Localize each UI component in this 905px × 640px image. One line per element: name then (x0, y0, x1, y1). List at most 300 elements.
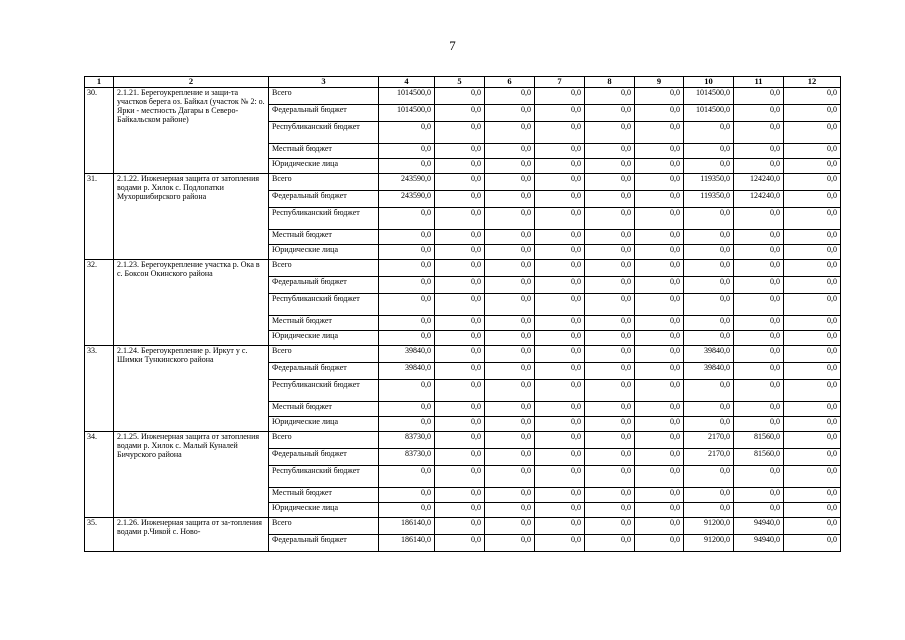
amount-cell: 0,0 (684, 488, 734, 503)
funding-source: Федеральный бюджет (269, 191, 379, 208)
amount-cell: 0,0 (635, 466, 684, 488)
amount-cell: 0,0 (784, 488, 841, 503)
amount-cell: 124240,0 (734, 191, 784, 208)
amount-cell: 0,0 (485, 449, 535, 466)
amount-cell: 0,0 (435, 402, 485, 417)
amount-cell: 0,0 (585, 316, 635, 331)
amount-cell: 0,0 (784, 122, 841, 144)
amount-cell: 0,0 (485, 346, 535, 363)
amount-cell: 0,0 (585, 144, 635, 159)
item-number: 30. (85, 88, 114, 174)
amount-cell: 0,0 (784, 449, 841, 466)
amount-cell: 0,0 (734, 144, 784, 159)
amount-cell: 1014500,0 (684, 105, 734, 122)
amount-cell: 0,0 (784, 159, 841, 174)
amount-cell: 0,0 (784, 518, 841, 535)
amount-cell: 0,0 (784, 535, 841, 552)
column-header: 10 (684, 77, 734, 88)
amount-cell: 0,0 (379, 208, 435, 230)
amount-cell: 0,0 (635, 230, 684, 245)
amount-cell: 0,0 (379, 488, 435, 503)
funding-source: Всего (269, 432, 379, 449)
amount-cell: 0,0 (684, 294, 734, 316)
amount-cell: 0,0 (485, 230, 535, 245)
amount-cell: 83730,0 (379, 432, 435, 449)
funding-source: Всего (269, 518, 379, 535)
amount-cell: 0,0 (635, 208, 684, 230)
amount-cell: 0,0 (585, 402, 635, 417)
amount-cell: 0,0 (435, 144, 485, 159)
amount-cell: 0,0 (585, 449, 635, 466)
table-row (85, 88, 841, 105)
amount-cell: 0,0 (535, 402, 585, 417)
amount-cell: 0,0 (379, 417, 435, 432)
amount-cell: 0,0 (784, 88, 841, 105)
amount-cell: 0,0 (684, 122, 734, 144)
amount-cell: 0,0 (684, 402, 734, 417)
amount-cell: 0,0 (635, 346, 684, 363)
amount-cell: 0,0 (734, 488, 784, 503)
amount-cell: 0,0 (379, 466, 435, 488)
amount-cell: 0,0 (535, 294, 585, 316)
amount-cell: 0,0 (784, 144, 841, 159)
amount-cell: 0,0 (485, 331, 535, 346)
amount-cell: 0,0 (635, 432, 684, 449)
amount-cell: 0,0 (379, 245, 435, 260)
column-header: 8 (585, 77, 635, 88)
item-description: 2.1.24. Берегоукрепление р. Иркут у с. Шимки Тункинского района (114, 346, 269, 432)
amount-cell: 0,0 (635, 316, 684, 331)
amount-cell: 0,0 (435, 159, 485, 174)
amount-cell: 0,0 (435, 380, 485, 402)
amount-cell: 0,0 (535, 277, 585, 294)
amount-cell: 0,0 (635, 245, 684, 260)
amount-cell: 0,0 (379, 503, 435, 518)
amount-cell: 0,0 (535, 174, 585, 191)
item-number: 32. (85, 260, 114, 346)
amount-cell: 0,0 (485, 245, 535, 260)
column-header: 9 (635, 77, 684, 88)
amount-cell: 0,0 (684, 230, 734, 245)
table-row (85, 432, 841, 449)
amount-cell: 0,0 (635, 144, 684, 159)
amount-cell: 0,0 (784, 294, 841, 316)
amount-cell: 0,0 (535, 432, 585, 449)
amount-cell: 0,0 (684, 208, 734, 230)
amount-cell: 0,0 (635, 449, 684, 466)
funding-source: Республиканский бюджет (269, 380, 379, 402)
amount-cell: 0,0 (734, 260, 784, 277)
amount-cell: 0,0 (435, 363, 485, 380)
funding-source: Республиканский бюджет (269, 466, 379, 488)
amount-cell: 0,0 (635, 363, 684, 380)
amount-cell: 0,0 (535, 331, 585, 346)
amount-cell: 0,0 (585, 245, 635, 260)
amount-cell: 0,0 (585, 380, 635, 402)
amount-cell: 0,0 (784, 316, 841, 331)
amount-cell: 0,0 (585, 122, 635, 144)
table-row (85, 260, 841, 277)
item-description: 2.1.25. Инженерная защита от затопления водами р. Хилок с. Малый Куналей Бичурского района (114, 432, 269, 518)
amount-cell: 2170,0 (684, 432, 734, 449)
header-row (85, 77, 841, 88)
item-number: 31. (85, 174, 114, 260)
amount-cell: 0,0 (734, 331, 784, 346)
amount-cell: 0,0 (535, 518, 585, 535)
amount-cell: 0,0 (379, 380, 435, 402)
amount-cell: 0,0 (435, 294, 485, 316)
amount-cell: 0,0 (734, 245, 784, 260)
amount-cell: 81560,0 (734, 449, 784, 466)
column-header: 3 (269, 77, 379, 88)
amount-cell: 0,0 (535, 503, 585, 518)
amount-cell: 0,0 (734, 380, 784, 402)
amount-cell: 124240,0 (734, 174, 784, 191)
amount-cell: 0,0 (684, 417, 734, 432)
amount-cell: 0,0 (485, 535, 535, 552)
amount-cell: 0,0 (435, 449, 485, 466)
amount-cell: 0,0 (435, 331, 485, 346)
amount-cell: 0,0 (734, 105, 784, 122)
column-header: 2 (114, 77, 269, 88)
column-header: 6 (485, 77, 535, 88)
amount-cell: 0,0 (635, 331, 684, 346)
amount-cell: 0,0 (784, 503, 841, 518)
amount-cell: 0,0 (635, 174, 684, 191)
item-description: 2.1.26. Инженерная защита от за-топления водами р.Чикой с. Ново- (114, 518, 269, 552)
funding-source: Республиканский бюджет (269, 294, 379, 316)
amount-cell: 0,0 (635, 535, 684, 552)
amount-cell: 0,0 (485, 380, 535, 402)
amount-cell: 0,0 (585, 191, 635, 208)
amount-cell: 83730,0 (379, 449, 435, 466)
amount-cell: 0,0 (535, 488, 585, 503)
amount-cell: 0,0 (734, 466, 784, 488)
funding-source: Федеральный бюджет (269, 363, 379, 380)
amount-cell: 0,0 (635, 191, 684, 208)
amount-cell: 0,0 (585, 260, 635, 277)
amount-cell: 0,0 (485, 191, 535, 208)
item-number: 35. (85, 518, 114, 552)
funding-source: Федеральный бюджет (269, 449, 379, 466)
amount-cell: 0,0 (784, 230, 841, 245)
amount-cell: 0,0 (684, 277, 734, 294)
amount-cell: 0,0 (535, 208, 585, 230)
amount-cell: 0,0 (585, 518, 635, 535)
amount-cell: 0,0 (585, 363, 635, 380)
amount-cell: 0,0 (684, 466, 734, 488)
funding-source: Всего (269, 174, 379, 191)
amount-cell: 0,0 (485, 144, 535, 159)
item-number: 34. (85, 432, 114, 518)
amount-cell: 0,0 (784, 432, 841, 449)
amount-cell: 0,0 (635, 402, 684, 417)
page-number: 7 (449, 38, 456, 53)
amount-cell: 0,0 (784, 208, 841, 230)
amount-cell: 1014500,0 (379, 105, 435, 122)
funding-source: Федеральный бюджет (269, 535, 379, 552)
amount-cell: 94940,0 (734, 535, 784, 552)
amount-cell: 0,0 (784, 466, 841, 488)
amount-cell: 0,0 (734, 417, 784, 432)
funding-source: Юридические лица (269, 245, 379, 260)
amount-cell: 0,0 (635, 488, 684, 503)
amount-cell: 0,0 (635, 105, 684, 122)
amount-cell: 0,0 (734, 316, 784, 331)
amount-cell: 0,0 (485, 159, 535, 174)
amount-cell: 0,0 (784, 402, 841, 417)
amount-cell: 0,0 (485, 88, 535, 105)
amount-cell: 0,0 (734, 230, 784, 245)
amount-cell: 0,0 (635, 88, 684, 105)
amount-cell: 0,0 (684, 144, 734, 159)
amount-cell: 119350,0 (684, 174, 734, 191)
column-header: 7 (535, 77, 585, 88)
table-row (85, 346, 841, 363)
amount-cell: 0,0 (585, 417, 635, 432)
amount-cell: 0,0 (435, 260, 485, 277)
funding-source: Местный бюджет (269, 316, 379, 331)
amount-cell: 0,0 (485, 363, 535, 380)
amount-cell: 0,0 (485, 208, 535, 230)
amount-cell: 0,0 (435, 88, 485, 105)
amount-cell: 0,0 (435, 466, 485, 488)
funding-source: Республиканский бюджет (269, 208, 379, 230)
amount-cell: 0,0 (585, 503, 635, 518)
amount-cell: 0,0 (585, 331, 635, 346)
amount-cell: 0,0 (635, 380, 684, 402)
amount-cell: 0,0 (535, 245, 585, 260)
amount-cell: 0,0 (535, 466, 585, 488)
amount-cell: 0,0 (435, 122, 485, 144)
funding-source: Всего (269, 88, 379, 105)
amount-cell: 0,0 (734, 402, 784, 417)
amount-cell: 0,0 (784, 260, 841, 277)
amount-cell: 0,0 (379, 277, 435, 294)
amount-cell: 0,0 (784, 245, 841, 260)
amount-cell: 0,0 (535, 316, 585, 331)
funding-source: Местный бюджет (269, 402, 379, 417)
amount-cell: 0,0 (734, 159, 784, 174)
amount-cell: 0,0 (585, 294, 635, 316)
amount-cell: 0,0 (485, 122, 535, 144)
amount-cell: 243590,0 (379, 191, 435, 208)
amount-cell: 0,0 (585, 488, 635, 503)
amount-cell: 0,0 (635, 122, 684, 144)
amount-cell: 0,0 (585, 277, 635, 294)
table-row (85, 518, 841, 535)
amount-cell: 0,0 (435, 503, 485, 518)
column-header: 5 (435, 77, 485, 88)
amount-cell: 0,0 (635, 159, 684, 174)
amount-cell: 0,0 (784, 380, 841, 402)
amount-cell: 81560,0 (734, 432, 784, 449)
amount-cell: 0,0 (684, 331, 734, 346)
amount-cell: 0,0 (485, 105, 535, 122)
funding-source: Юридические лица (269, 417, 379, 432)
amount-cell: 0,0 (379, 230, 435, 245)
item-description: 2.1.21. Берегоукрепление и защи-та участков берега оз. Байкал (участок № 2: о. Ярки - местность Дагары в Северо-Байкальском районе) (114, 88, 269, 174)
amount-cell: 0,0 (635, 417, 684, 432)
amount-cell: 0,0 (635, 260, 684, 277)
amount-cell: 0,0 (435, 208, 485, 230)
amount-cell: 0,0 (784, 331, 841, 346)
amount-cell: 0,0 (379, 159, 435, 174)
amount-cell: 0,0 (684, 503, 734, 518)
amount-cell: 0,0 (535, 449, 585, 466)
amount-cell: 0,0 (734, 277, 784, 294)
column-header: 11 (734, 77, 784, 88)
amount-cell: 39840,0 (684, 363, 734, 380)
amount-cell: 0,0 (435, 316, 485, 331)
amount-cell: 0,0 (535, 230, 585, 245)
amount-cell: 0,0 (784, 174, 841, 191)
amount-cell: 39840,0 (379, 346, 435, 363)
item-description: 2.1.23. Берегоукрепление участка р. Ока в с. Боксон Окинского района (114, 260, 269, 346)
amount-cell: 0,0 (535, 88, 585, 105)
amount-cell: 0,0 (734, 88, 784, 105)
amount-cell: 0,0 (435, 191, 485, 208)
amount-cell: 0,0 (485, 488, 535, 503)
amount-cell: 0,0 (535, 346, 585, 363)
amount-cell: 0,0 (535, 122, 585, 144)
funding-source: Юридические лица (269, 503, 379, 518)
column-header: 12 (784, 77, 841, 88)
amount-cell: 0,0 (435, 105, 485, 122)
amount-cell: 0,0 (379, 331, 435, 346)
funding-source: Местный бюджет (269, 144, 379, 159)
amount-cell: 0,0 (485, 466, 535, 488)
funding-source: Юридические лица (269, 159, 379, 174)
funding-source: Всего (269, 260, 379, 277)
amount-cell: 0,0 (684, 316, 734, 331)
amount-cell: 186140,0 (379, 535, 435, 552)
amount-cell: 0,0 (485, 277, 535, 294)
amount-cell: 0,0 (379, 260, 435, 277)
funding-source: Федеральный бюджет (269, 277, 379, 294)
amount-cell: 0,0 (684, 159, 734, 174)
amount-cell: 0,0 (485, 503, 535, 518)
amount-cell: 0,0 (585, 230, 635, 245)
amount-cell: 0,0 (435, 518, 485, 535)
amount-cell: 91200,0 (684, 518, 734, 535)
amount-cell: 0,0 (784, 417, 841, 432)
funding-source: Республиканский бюджет (269, 122, 379, 144)
amount-cell: 0,0 (784, 105, 841, 122)
amount-cell: 186140,0 (379, 518, 435, 535)
amount-cell: 0,0 (784, 191, 841, 208)
table-row (85, 174, 841, 191)
amount-cell: 0,0 (435, 245, 485, 260)
amount-cell: 0,0 (585, 346, 635, 363)
amount-cell: 0,0 (485, 417, 535, 432)
item-description: 2.1.22. Инженерная защита от затопления водами р. Хилок с. Подлопатки Мухоршибирского района (114, 174, 269, 260)
amount-cell: 0,0 (535, 191, 585, 208)
amount-cell: 0,0 (585, 535, 635, 552)
amount-cell: 0,0 (535, 417, 585, 432)
amount-cell: 0,0 (684, 380, 734, 402)
amount-cell: 0,0 (379, 122, 435, 144)
amount-cell: 94940,0 (734, 518, 784, 535)
amount-cell: 39840,0 (379, 363, 435, 380)
amount-cell: 0,0 (485, 174, 535, 191)
amount-cell: 0,0 (435, 174, 485, 191)
amount-cell: 0,0 (435, 432, 485, 449)
amount-cell: 0,0 (535, 380, 585, 402)
amount-cell: 0,0 (784, 277, 841, 294)
funding-source: Всего (269, 346, 379, 363)
amount-cell: 0,0 (535, 105, 585, 122)
budget-table (84, 76, 841, 552)
funding-source: Юридические лица (269, 331, 379, 346)
amount-cell: 0,0 (435, 417, 485, 432)
amount-cell: 0,0 (635, 518, 684, 535)
funding-source: Федеральный бюджет (269, 105, 379, 122)
amount-cell: 0,0 (635, 503, 684, 518)
amount-cell: 0,0 (535, 363, 585, 380)
amount-cell: 243590,0 (379, 174, 435, 191)
column-header: 4 (379, 77, 435, 88)
column-header: 1 (85, 77, 114, 88)
amount-cell: 119350,0 (684, 191, 734, 208)
amount-cell: 1014500,0 (684, 88, 734, 105)
amount-cell: 0,0 (435, 535, 485, 552)
amount-cell: 0,0 (585, 174, 635, 191)
amount-cell: 0,0 (485, 316, 535, 331)
amount-cell: 0,0 (485, 432, 535, 449)
amount-cell: 0,0 (734, 346, 784, 363)
amount-cell: 0,0 (635, 294, 684, 316)
amount-cell: 0,0 (379, 294, 435, 316)
amount-cell: 0,0 (379, 316, 435, 331)
amount-cell: 0,0 (585, 88, 635, 105)
amount-cell: 0,0 (734, 503, 784, 518)
amount-cell: 0,0 (485, 518, 535, 535)
amount-cell: 0,0 (585, 208, 635, 230)
amount-cell: 0,0 (535, 144, 585, 159)
amount-cell: 39840,0 (684, 346, 734, 363)
amount-cell: 0,0 (784, 363, 841, 380)
funding-source: Местный бюджет (269, 230, 379, 245)
amount-cell: 0,0 (435, 346, 485, 363)
amount-cell: 0,0 (585, 105, 635, 122)
amount-cell: 0,0 (585, 159, 635, 174)
item-number: 33. (85, 346, 114, 432)
amount-cell: 0,0 (734, 208, 784, 230)
amount-cell: 1014500,0 (379, 88, 435, 105)
amount-cell: 0,0 (535, 159, 585, 174)
funding-source: Местный бюджет (269, 488, 379, 503)
amount-cell: 0,0 (485, 294, 535, 316)
amount-cell: 0,0 (734, 363, 784, 380)
amount-cell: 0,0 (435, 230, 485, 245)
amount-cell: 0,0 (535, 260, 585, 277)
amount-cell: 0,0 (585, 432, 635, 449)
amount-cell: 0,0 (784, 346, 841, 363)
amount-cell: 0,0 (734, 294, 784, 316)
amount-cell: 0,0 (734, 122, 784, 144)
amount-cell: 0,0 (635, 277, 684, 294)
amount-cell: 0,0 (379, 402, 435, 417)
amount-cell: 0,0 (684, 260, 734, 277)
amount-cell: 0,0 (684, 245, 734, 260)
amount-cell: 2170,0 (684, 449, 734, 466)
amount-cell: 0,0 (379, 144, 435, 159)
amount-cell: 0,0 (435, 488, 485, 503)
amount-cell: 91200,0 (684, 535, 734, 552)
amount-cell: 0,0 (485, 402, 535, 417)
amount-cell: 0,0 (585, 466, 635, 488)
